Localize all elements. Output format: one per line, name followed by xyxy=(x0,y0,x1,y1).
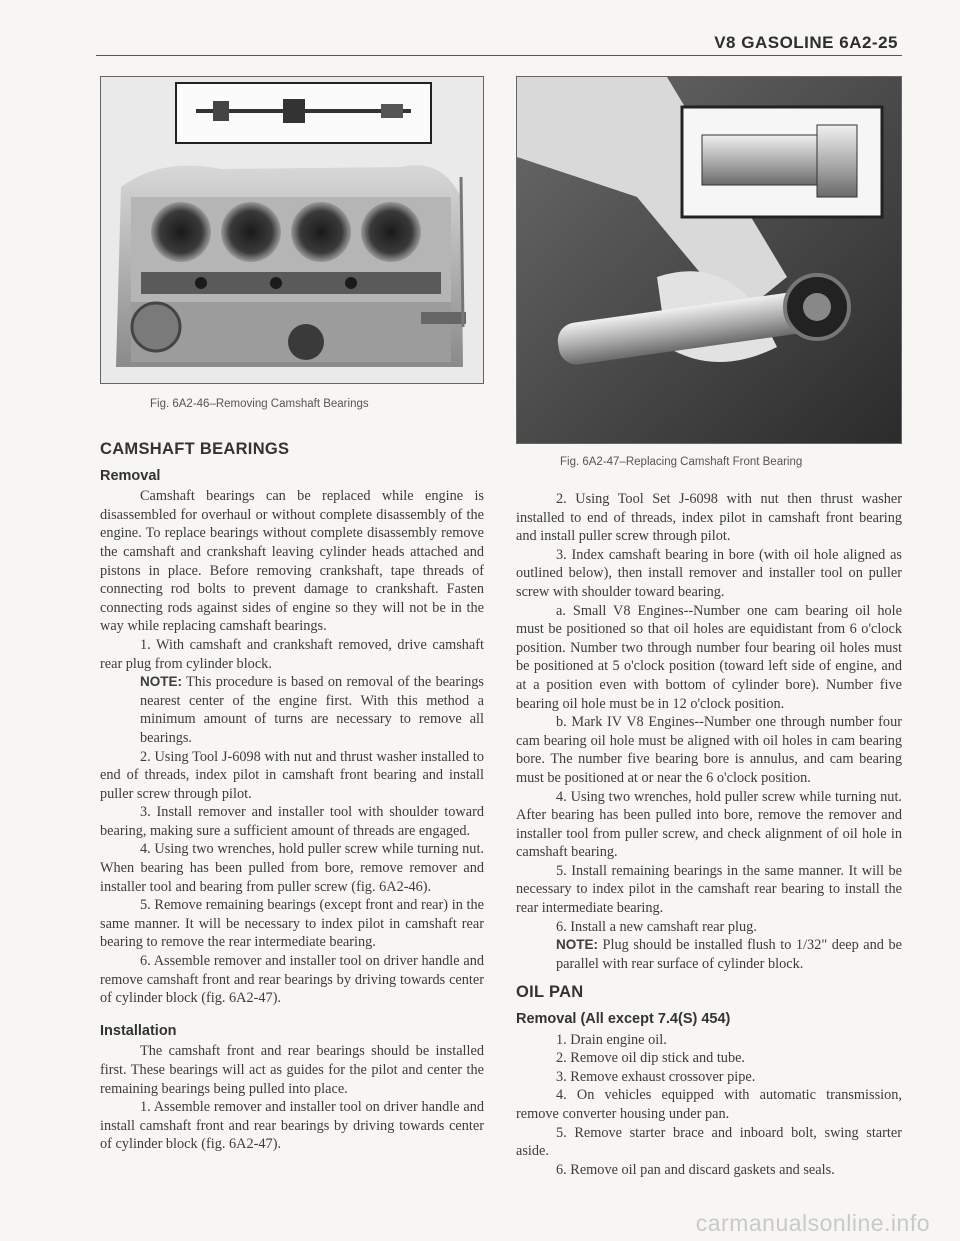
step: 4. On vehicles equipped with automatic transmission, remove converter housing under pan. xyxy=(516,1087,902,1122)
paragraph: b. Mark IV V8 Engines--Number one through number four cam bearing oil hole must be aligned with oil holes in cam bearing bore. The number five bearing bore is annulus, and cam bearing must be positioned at or near the 6 o'clock position. xyxy=(516,714,902,786)
paragraph: 4. Using two wrenches, hold puller screw while turning nut. When bearing has been pulled from bore, remove remover and installer tool and bearing from puller screw (fig. 6A2-46). xyxy=(100,841,484,895)
section-title-oil-pan: OIL PAN xyxy=(516,983,584,1002)
paragraph: Camshaft bearings can be replaced while engine is disassembled for overhaul or without complete disassembly of the engine. To replace bearings without complete disassembly remove the camshaft and crankshaft leaving cylinder heads attached and pistons in place. Before removing crankshaft, tape threads of connecting rod bolts to prevent damage to crankshaft. Fasten connecting rods against sides of engine so they will not be in the way while replacing camshaft bearings. xyxy=(100,488,484,635)
section-title-camshaft-bearings: CAMSHAFT BEARINGS xyxy=(100,440,290,458)
paragraph: 3. Install remover and installer tool with shoulder toward bearing, making sure a sufficient amount of threads are engaged. xyxy=(100,804,484,839)
paragraph: 2. Using Tool Set J-6098 with nut then thrust washer installed to end of threads, index pilot in camshaft front bearing and install puller screw through pilot. xyxy=(516,491,902,545)
paragraph: 5. Remove remaining bearings (except front and rear) in the same manner. It will be necessary to index pilot in camshaft rear bearing to remove the rear intermediate bearing. xyxy=(100,897,484,951)
step: 1. Drain engine oil. xyxy=(556,1031,667,1048)
note-text: This procedure is based on removal of the bearings nearest center of the engine first. With this method a minimum amount of turns are necessary to remove all bearings. xyxy=(140,674,484,746)
subheading-oil-pan-removal: Removal (All except 7.4(S) 454) xyxy=(516,1011,731,1028)
note-paragraph xyxy=(100,673,484,747)
figure-removing-camshaft-bearings xyxy=(100,76,484,384)
paragraph: 3. Index camshaft bearing in bore (with oil hole aligned as outlined below), then install remover and installer tool on puller screw with shoulder toward bearing. xyxy=(516,546,902,600)
paragraph: The camshaft front and rear bearings should be installed first. These bearings will act as guides for the pilot and center the remaining bearings being pulled into place. xyxy=(100,1043,484,1097)
step: 6. Remove oil pan and discard gaskets and seals. xyxy=(556,1161,835,1178)
paragraph: 2. Using Tool J-6098 with nut and thrust washer installed to end of threads, index pilot in camshaft front bearing and install puller screw through pilot. xyxy=(100,748,484,802)
paragraph: a. Small V8 Engines--Number one cam bearing oil hole must be positioned so that oil holes are equidistant from 6 o'clock position. Number two through number four bearing oil holes must be positioned at 5 o'clock position (toward left side of engine, and at a position even with bottom of cylinder bore). Number five bearing oil hole must be in 12 o'clock position. xyxy=(516,602,902,712)
figure-caption-2: Fig. 6A2-47–Replacing Camshaft Front Bearing xyxy=(560,456,803,468)
paragraph: 1. Assemble remover and installer tool on driver handle and install camshaft front and rear bearings by driving towards center of cylinder block (fig. 6A2-47). xyxy=(100,1099,484,1153)
engine-block-photo xyxy=(101,77,483,383)
paragraph: 4. Using two wrenches, hold puller screw while turning nut. After bearing has been pulled into bore, remove the remover and installer tool from puller screw, and check alignment of oil hole in camshaft bearing. xyxy=(516,788,902,861)
subheading-installation: Installation xyxy=(100,1022,177,1039)
bearing-installation-photo xyxy=(517,77,901,443)
right-column xyxy=(516,490,902,1179)
paragraph: 6. Assemble remover and installer tool on driver handle and remove camshaft front and rear bearings by driving towards center of cylinder block (fig. 6A2-47). xyxy=(100,953,484,1007)
note-paragraph xyxy=(516,936,902,973)
watermark: carmanualsonline.info xyxy=(695,1210,930,1236)
page-header: V8 GASOLINE 6A2-25 xyxy=(714,33,898,52)
paragraph: 6. Install a new camshaft rear plug. xyxy=(556,918,757,935)
step: 3. Remove exhaust crossover pipe. xyxy=(556,1068,756,1085)
paragraph: 5. Install remaining bearings in the same manner. It will be necessary to index pilot in the camshaft rear bearing to install the rear intermediate bearing. xyxy=(516,862,902,917)
step: 2. Remove oil dip stick and tube. xyxy=(556,1050,746,1067)
step: 5. Remove starter brace and inboard bolt, swing starter aside. xyxy=(516,1124,902,1160)
figure-replacing-camshaft-front-bearing xyxy=(516,76,902,444)
left-column xyxy=(100,440,484,1154)
subheading-removal: Removal xyxy=(100,467,161,484)
note-label: NOTE: xyxy=(556,937,598,953)
figure-caption-1: Fig. 6A2-46–Removing Camshaft Bearings xyxy=(150,398,369,410)
note-label: NOTE: xyxy=(140,674,182,690)
paragraph: 1. With camshaft and crankshaft removed, drive camshaft rear plug from cylinder block. xyxy=(100,636,484,672)
header-rule xyxy=(96,55,902,56)
note-text: Plug should be installed flush to 1/32" deep and be parallel with rear surface of cylinder block. xyxy=(556,937,902,972)
